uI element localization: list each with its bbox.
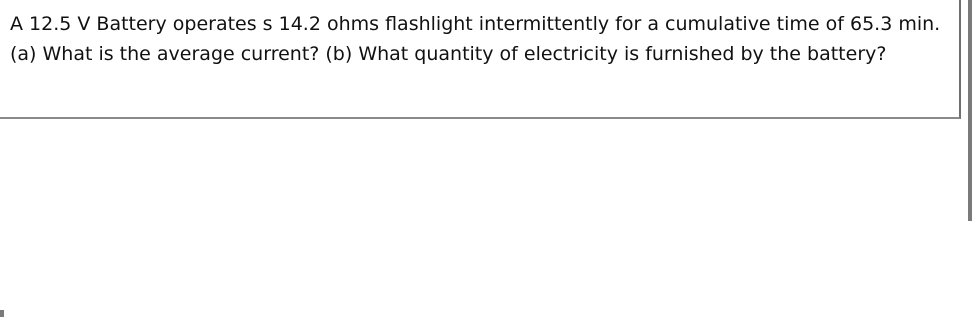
question-text: A 12.5 V Battery operates s 14.2 ohms flashlight intermittently for a cumulative time of 65.3 min. (a) What is the average current? (b) What quantity of electricity is furnished by the battery?: [10, 13, 941, 65]
scrollbar-thumb[interactable]: [968, 0, 972, 221]
left-edge-marker: [0, 310, 4, 317]
question-panel: [0, 0, 961, 119]
